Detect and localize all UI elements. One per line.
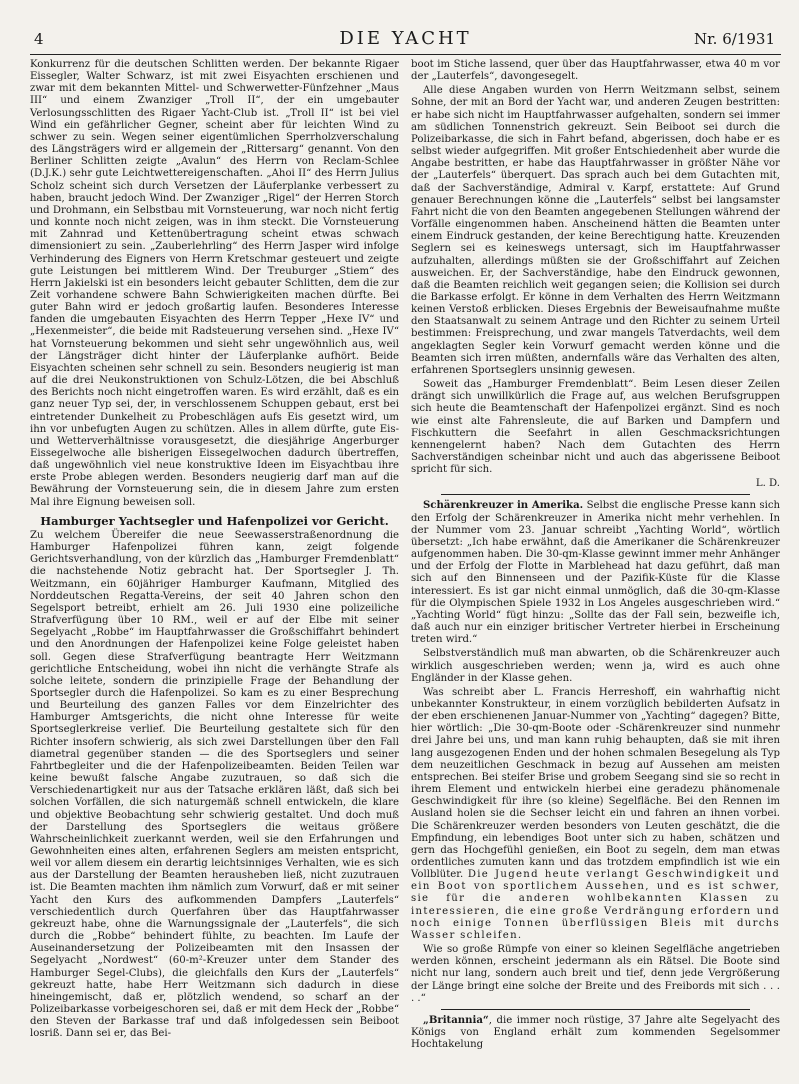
paragraph-title: Schärenkreuzer in Amerika. xyxy=(423,499,584,512)
divider xyxy=(441,1009,750,1010)
paragraph: boot im Stiche lassend, quer über das Hauptfahrwasser, etwa 40 m vor der „Lauterfels“, davongesegelt. xyxy=(411,59,780,83)
page-header xyxy=(30,28,781,55)
paragraph-text: , die immer noch rüstige, 37 Jahre alte Segelyacht des Königs von England erhält zum kommenden Segelsommer Hochtakelung xyxy=(411,1014,780,1051)
paragraph xyxy=(411,499,780,646)
paragraph: Konkurrenz für die deutschen Schlitten werden. Der bekannte Rigaer Eissegler, Walter Schwarz, ist mit zwei Eisyachten erschienen und zwar mit dem bekannten Mittel- und Schwerwetter-Fünfzehner „Maus III“ und einem Zwanziger „Troll II“, der ein umgebauter Verlosungsschlitten des Rigaer Yacht-Club ist. „Troll II“ ist bei viel Wind ein gefährlicher Gegner, scheint aber für leichten Wind zu schwer zu sein. Wegen seiner eigentümlichen Sperrholzverschalung des Längsträgers wird er allgemein der „Rittersarg“ genannt. Von den Berliner Schlitten zeigte „Avalun“ des Herrn von Reclam-Schlee (D.J.K.) sehr gute Leichtwettereigenschaften. „Ahoi II“ des Herrn Julius Scholz scheint sich durch Versetzen der Läuferplanke verbessert zu haben, braucht jedoch Wind. Der Zwanziger „Rigel“ der Herren Storch und Drohmann, ein Selbstbau mit Vornsteuerung, war noch nicht fertig und konnte noch nicht zeigen, was in ihm steckt. Die Vornsteuerung mit Zahnrad und Kettenübertragung scheint etwas schwach dimensioniert zu sein. „Zauberlehrling“ des Herrn Jasper wird infolge Verhinderung des Eigners von Herrn Kretschmar gesteuert und zeigte gute Leistungen bei mittlerem Wind. Der Treuburger „Stiem“ des Herrn Jakielski ist ein besonders leicht gebauter Schlitten, dem die zur Zeit vorhandene schwere Bahn Schwierigkeiten machen dürfte. Bei guter Bahn wird er jedoch großartig laufen. Besonderes Interesse fanden die umgebauten Eisyachten des Herrn Tepper „Hexe IV“ und „Hexenmeister“, die beide mit Radsteuerung versehen sind. „Hexe IV“ hat Vornsteuerung bekommen und sieht sehr ungewöhnlich aus, weil der Längsträger dicht hinter der Läuferplanke aufhört. Beide Eisyachten scheinen sehr schnell zu sein. Besonders neugierig ist man auf die drei Neukonstruktionen von Schulz-Lötzen, die bei Abschluß des Berichts noch nicht eingetroffen waren. Es wird erzählt, daß es ein ganz neuer Typ sei, der, in verschlossenem Schuppen gebaut, erst bei eintretender Dunkelheit zu Probeschlägen aufs Eis gesetzt wird, um ihn vor unbefugten Augen zu schützen. Alles in allem dürfte, gute Eis- und Wetterverhältnisse vorausgesetzt, die diesjährige Angerburger Eissegelwoche alle bisherigen Eissegelwochen dadurch übertreffen, daß ungewöhnlich viel neue konstruktive Ideen im Eisyachtbau ihre erste Probe ablegen werden. Besonders neugierig darf man auf die Bewährung der Vornsteuerung sein, die in diesem Jahre zum ersten Mal ihre Eignung beweisen soll. xyxy=(30,59,399,508)
paragraph: Alle diese Angaben wurden von Herrn Weitzmann selbst, seinem Sohne, der mit an Bord der Yacht war, und anderen Zeugen bestritten: er habe sich nicht im Hauptfahrwasser aufgehalten, sondern sei immer am südlichen Tonnenstrich gekreuzt. Sein Beiboot sei durch die Polizeibarkasse, die sich in Fahrt befand, abgerissen, doch habe er es selbst wieder aufgegriffen. Mit großer Entschiedenheit aber wurde die Angabe bestritten, er habe das Hauptfahrwasser in größter Nähe vor der „Lauterfels“ überquert. Das sprach auch bei dem Gutachten mit, daß der Sachverständige, Admiral v. Karpf, erstattete: Auf Grund genauer Berechnungen könne die „Lauterfels“ selbst bei langsamster Fahrt nicht die von den Beamten angegebenen Stellungen während der Vorfälle eingenommen haben. Anscheinend hätten die Beamten unter einem Eindruck gestanden, der keine Berechtigung hatte. Kreuzenden Seglern sei es keineswegs untersagt, sich im Hauptfahrwasser aufzuhalten, allerdings müßten sie der Großschiffahrt auf Zeichen ausweichen. Er, der Sachverständige, habe den Eindruck gewonnen, daß die Beamten reichlich weit gegangen seien; die Kollision sei durch die Barkasse erfolgt. Er könne in dem Verhalten des Herrn Weitzmann keinen Verstoß erblicken. Dieses Ergebnis der Beweisaufnahme mußte den Staatsanwalt zu seinem Antrage und den Richter zu seinem Urteil bestimmen: Freisprechung, und zwar mangels Tatverdachts, weil dem angeklagten Segler kein Vorwurf gemacht werden könne und die Beamten sich irren müßten, andernfalls wäre das Verhalten des alten, erfahrenen Sportseglers unsinnig gewesen. xyxy=(411,85,780,376)
article-columns xyxy=(30,59,781,1053)
spaced-quote: Die Jugend heute verlangt Geschwindigkeit und ein Boot von sportlichem Aussehen, und es ist schwer, sie für die anderen wohlbekannten Klassen zu interessieren, die eine große Verdrängung erfordern und noch einige Tonnen überflüssigen Bleis mit durchs Wasser schleifen. xyxy=(411,869,780,941)
paragraph: Selbstverständlich muß man abwarten, ob die Schärenkreuzer auch wirklich ausgeschrieben werden; wenn ja, wird es auch ohne Engländer in der Klasse gehen. xyxy=(411,648,780,684)
paragraph xyxy=(411,1014,780,1051)
divider xyxy=(441,494,750,495)
paragraph-text: Was schreibt aber L. Francis Herreshoff, ein wahrhaftig nicht unbekannter Konstrukteur, in einem vorzüglich bebilderten Aufsatz in der eben erschienenen Januar-Nummer von „Yachting“ dagegen? Bitte, hier wörtlich: „Die 30-qm-Boote oder -Schärenkreuzer sind nunmehr drei Jahre bei uns, und man kann ruhig behaupten, daß sie mit ihren lang ausgezogenen Enden und der hohen schmalen Besegelung als Typ dem neuzeitlichen Geschmack in bezug auf Aussehen am meisten entsprechen. Bei steifer Brise und grobem Seegang sind sie so recht in ihrem Element und entwickeln hierbei eine geradezu phänomenale Geschwindigkeit für ihre (so kleine) Segelfläche. Bei den Rennen im Ausland holen sie die Sechser leicht ein und fahren an ihnen vorbei. Die Schärenkreuzer werden besonders von Leuten geschätzt, die die Empfindung, ein lebendiges Boot unter sich zu haben, schätzen und gern das Hochgefühl genießen, ein Boot zu segeln, dem man etwas ordentliches zumuten kann und das trotzdem empfindlich ist wie ein Vollblüter. xyxy=(411,686,780,881)
magazine-title: DIE YACHT xyxy=(339,28,472,49)
author-signature: L. D. xyxy=(755,478,780,490)
paragraph: Wie so große Rümpfe von einer so kleinen Segelfläche angetrieben werden können, erscheint jedermann als ein Rätsel. Die Boote sind nicht nur lang, sondern auch breit und tief, denn jede Vergrößerung der Länge bringt eine solche der Breite und des Freibords mit sich . . . . .“ xyxy=(411,944,780,1004)
paragraph: Soweit das „Hamburger Fremdenblatt“. Beim Lesen dieser Zeilen drängt sich unwillkürlich die Frage auf, aus welchen Berufsgruppen sich heute die Beamtenschaft der Hafenpolizei ergänzt. Sind es noch wie einst alte Fahrensleute, die auf Barken und Dampfern und Fischkuttern die Seefahrt in allen Geschmacksrichtungen kennengelernt haben? Nach dem Gutachten des Herrn Sachverständigen scheinbar nicht und auch das abgerissene Beiboot spricht für sich. xyxy=(411,379,780,476)
page-number: 4 xyxy=(34,30,44,48)
paragraph-title: „Britannia“ xyxy=(423,1013,489,1026)
section-heading: Hamburger Yachtsegler und Hafenpolizei vor Gericht. xyxy=(40,513,389,528)
paragraph xyxy=(411,687,780,942)
paragraph: Zu welchem Übereifer die neue Seewasserstraßenordnung die Hamburger Hafenpolizei führen kann, zeigt folgende Gerichtsverhandlung, von der kürzlich das „Hamburger Fremdenblatt“ die nachstehende Notiz gebracht hat. Der Sportsegler J. Th. Weitzmann, ein 60jähriger Hamburger Kaufmann, Mitglied des Norddeutschen Regatta-Vereins, der seit 40 Jahren schon den Segelsport betreibt, erhielt am 26. Juli 1930 eine polizeiliche Strafverfügung über 10 RM., weil er auf der Elbe mit seiner Segelyacht „Robbe“ im Hauptfahrwasser die Großschiffahrt behindert und den Anordnungen der Hafenpolizei keine Folge geleistet haben soll. Gegen diese Strafverfügung beantragte Herr Weitzmann gerichtliche Entscheidung, wobei ihn nicht die verhängte Strafe als solche leitete, sondern die prinzipielle Frage der Behandlung der Sportsegler durch die Hafenpolizei. So kam es zu einer Besprechung und Beurteilung des ganzen Falles vor dem Einzelrichter des Hamburger Amtsgerichts, die nicht ohne Interesse für weite Sportseglerkreise verlief. Die Beurteilung gestaltete sich für den Richter insofern schwierig, als sich zwei Darstellungen über den Fall diametral gegenüber standen — die des Sportseglers und seiner Fahrtbegleiter und die der Hafenpolizeibeamten. Beiden Teilen war keine bewußt falsche Angabe zuzutrauen, so daß sich die Verschiedenartigkeit nur aus der Tatsache erklären läßt, daß sich bei solchen Vorfällen, die sich naturgemäß schnell entwickeln, die klare und objektive Beobachtung sehr schwierig gestaltet. Und doch muß der Darstellung des Sportseglers die weitaus größere Wahrscheinlichkeit zuerkannt werden, weil sie den Erfahrungen und Gewohnheiten eines alten, erfahrenen Seglers am meisten entspricht, weil vor allem diesem ein derartig leichtsinniges Verhalten, wie es sich aus der Darstellung der Beamten herausheben ließ, nicht zuzutrauen ist. Die Beamten machten ihm nämlich zum Vorwurf, daß er mit seiner Yacht den Kurs des aufkommenden Dampfers „Lauterfels“ verschiedentlich durch Querfahren über das Hauptfahrwasser gekreuzt habe, ohne die Warnungssignale der „Lauterfels“, die sich durch die „Robbe“ behindert fühlte, zu beachten. Im Laufe der Auseinandersetzung der Polizeibeamten mit den Insassen der Segelyacht „Nordwest“ (60-m²-Kreuzer unter dem Stander des Hamburger Segel-Clubs), die gleichfalls den Kurs der „Lauterfels“ gekreuzt hatte, habe Herr Weitzmann sich dadurch in diese hineingemischt, daß er, plötzlich wendend, so scharf an der Polizeibarkasse vorbeigeschoren sei, daß er mit dem Heck der „Robbe“ den Steven der Barkasse traf und daß infolgedessen sein Beiboot losriß. Dann sei er, das Bei- xyxy=(30,529,399,1040)
right-column xyxy=(411,59,780,1053)
left-column xyxy=(30,59,399,1053)
paragraph-text: Selbst die englische Presse kann sich den Erfolg der Schärenkreuzer in Amerika nicht mehr verhehlen. In der Nummer vom 23. Januar schreibt „Yachting World“, wörtlich übersetzt: „Ich habe erwähnt, daß die Amerikaner die Schärenkreuzer aufgenommen haben. Die 30-qm-Klasse gewinnt immer mehr Anhänger und der Erfolg der Flotte in Marblehead hat dazu geführt, daß man sich auf den Binnenseen und der Pazifik-Küste für die Klasse interessiert. Es ist gar nicht einmal unmöglich, daß die 30-qm-Klasse für die Olympischen Spiele 1932 in Los Angeles ausgeschrieben wird.“ „Yachting World“ fügt hinzu: „Sollte das der Fall sein, bezweifle ich, daß auch nur ein einziger britischer Vertreter hierbei in Erscheinung treten wird.“ xyxy=(411,500,781,646)
issue-number: Nr. 6/1931 xyxy=(694,30,775,48)
